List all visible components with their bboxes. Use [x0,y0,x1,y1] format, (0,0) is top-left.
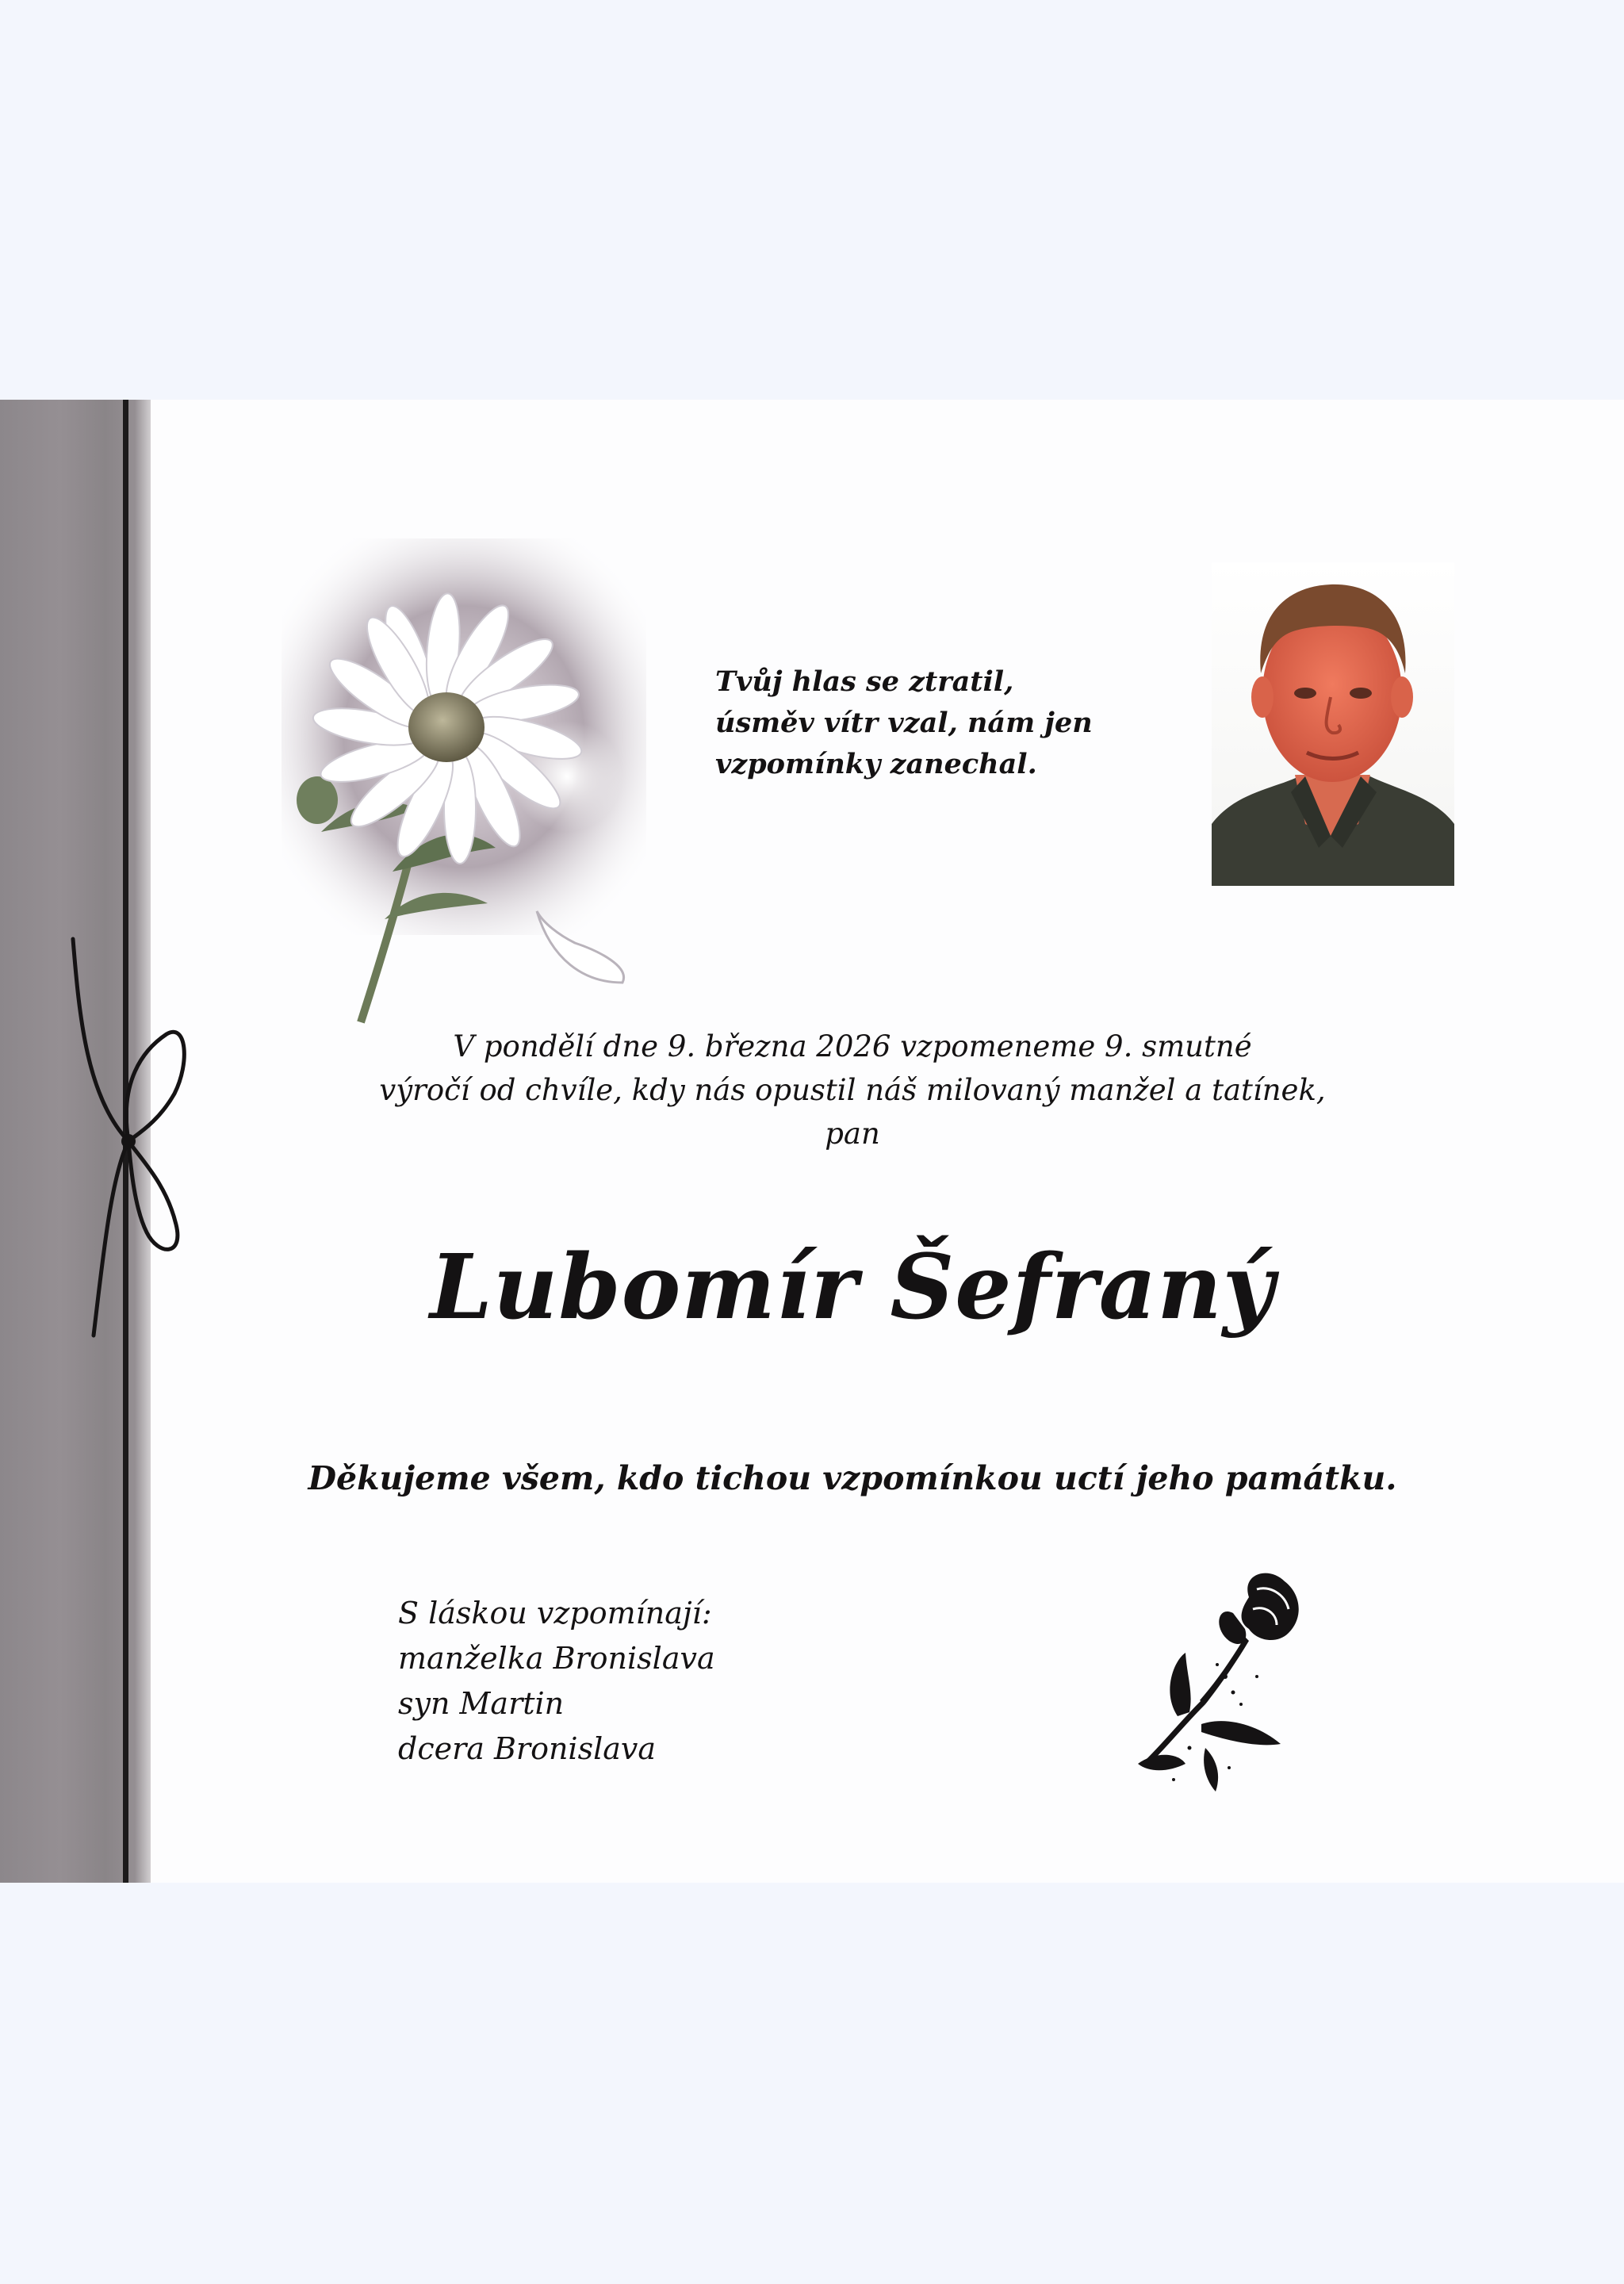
signature-line: dcera Bronislava [398,1731,657,1766]
memorial-poem [715,661,1159,785]
poem-line: vzpomínky zanechal. [715,748,1037,780]
signature-line: manželka Bronislava [398,1641,715,1676]
remembrance-announcement [262,1025,1443,1155]
obituary-card [0,400,1624,1883]
announcement-line: pan [825,1117,880,1151]
ribbon-bow-icon [56,923,198,1351]
announcement-line: V pondělí dne 9. března 2026 vzpomeneme 9. smutné [453,1029,1252,1063]
signature-block [398,1591,890,1772]
daisy-flower-image [258,538,670,1030]
poem-line: Tvůj hlas se ztratil, [715,665,1014,698]
announcement-line: výročí od chvíle, kdy nás opustil náš milovaný manžel a tatínek, [379,1073,1326,1107]
poem-line: úsměv vítr vzal, nám jen [715,707,1093,739]
deceased-name: Lubomír Šefraný [430,1236,1275,1339]
signature-line: syn Martin [398,1686,565,1721]
rose-drawing-icon [1130,1565,1320,1803]
signature-line: S láskou vzpomínají: [398,1596,712,1631]
deceased-portrait-photo [1212,562,1454,886]
thanks-message: Děkujeme všem, kdo tichou vzpomínkou uctí jeho památku. [308,1459,1397,1497]
